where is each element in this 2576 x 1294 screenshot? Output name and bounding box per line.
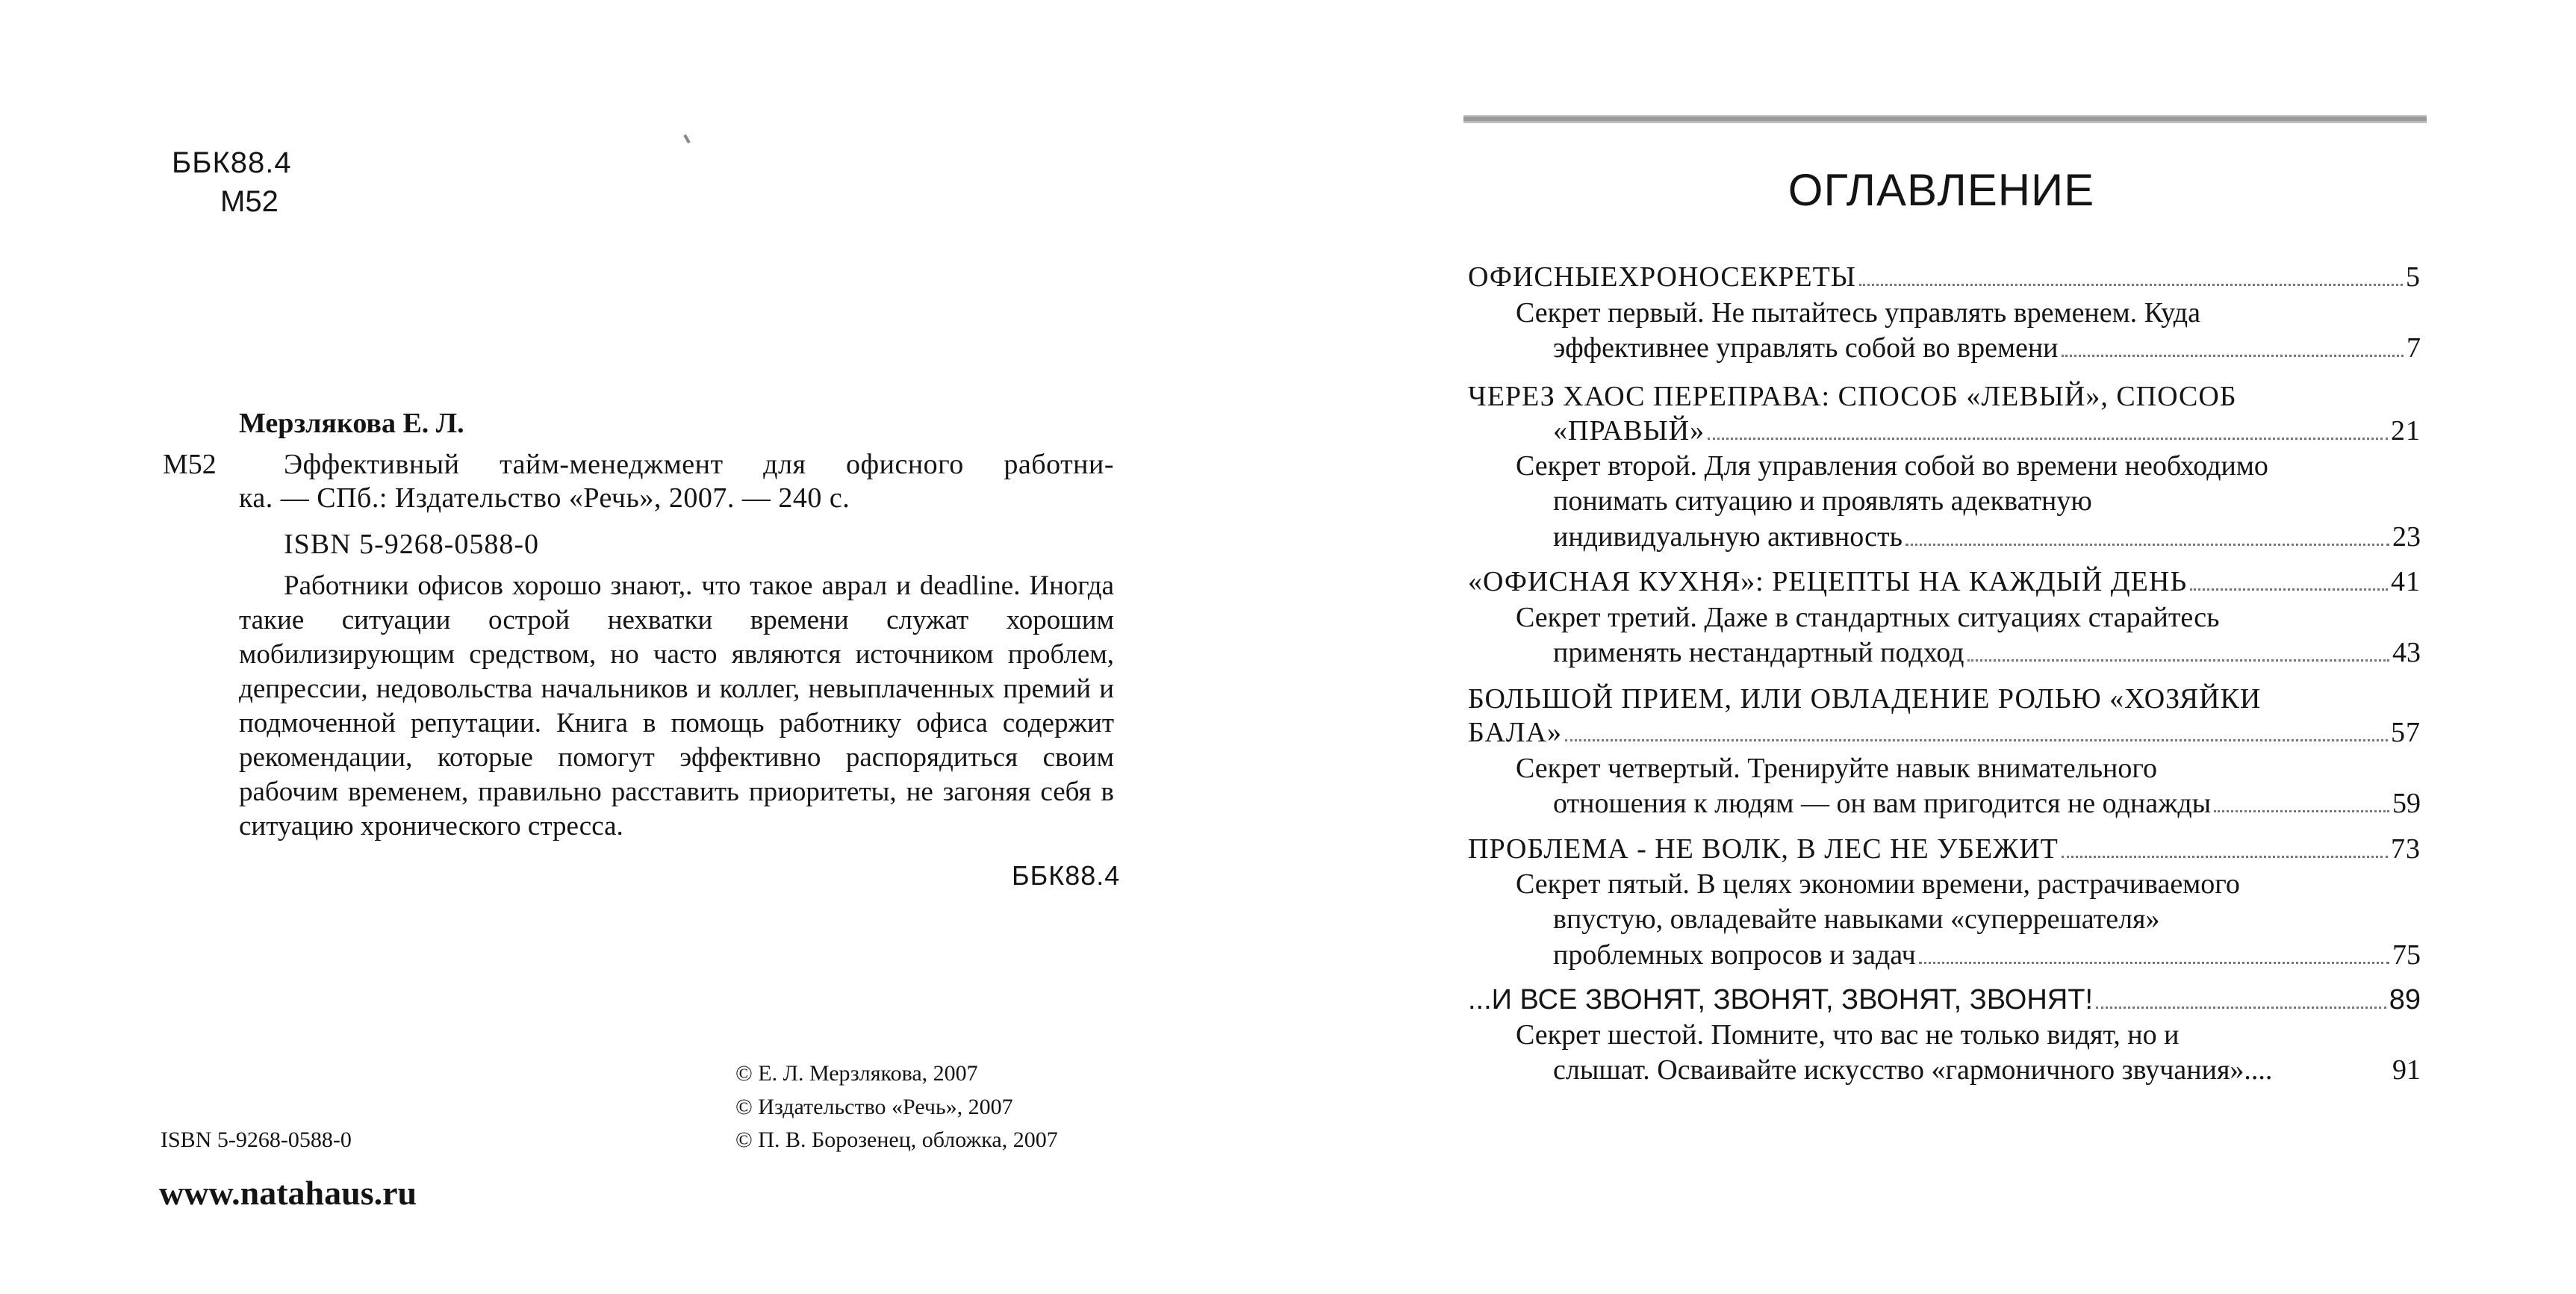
- toc-entry-text: «ОФИСНАЯ КУХНЯ»: РЕЦЕПТЫ НА КАЖДЫЙ ДЕНЬ: [1468, 566, 2188, 597]
- toc-section-text: Секрет шестой. Помните, что вас не только видят, но и: [1516, 1019, 2180, 1051]
- toc-page-number: 73: [2391, 833, 2421, 865]
- toc-section-entry[interactable]: [1553, 941, 2421, 970]
- toc-entry-text: ОФИСНЫЕХРОНОСЕКРЕТЫ: [1468, 261, 1856, 293]
- toc-leader-dots: [2190, 588, 2388, 591]
- toc-page-number: 75: [2392, 939, 2421, 971]
- toc-entry-text: «ПРАВЫЙ»: [1553, 415, 1705, 447]
- toc-leader-dots: [1565, 739, 2388, 741]
- toc-page-number: 41: [2391, 566, 2421, 597]
- toc-section-entry[interactable]: [1553, 789, 2421, 818]
- toc-section-entry[interactable]: [1553, 334, 2421, 363]
- toc-section-entry[interactable]: [1553, 638, 2421, 668]
- toc-page-number: 21: [2391, 415, 2421, 447]
- copyright-line: © Е. Л. Мерзлякова, 2007: [735, 1061, 978, 1086]
- toc-page-number: 43: [2392, 637, 2421, 668]
- toc-chapter-entry[interactable]: [1468, 986, 2421, 1015]
- toc-leader-dots: [2062, 856, 2388, 858]
- website-link[interactable]: www.natahaus.ru: [159, 1174, 417, 1212]
- toc-entry-text: индивидуальную активность: [1553, 521, 1903, 553]
- toc-leader-dots: [1967, 659, 2390, 662]
- isbn-record: ISBN 5-9268-0588-0: [284, 529, 540, 560]
- copyright-line: © Издательство «Речь», 2007: [735, 1095, 1013, 1119]
- print-speck: [683, 134, 690, 143]
- annotation-paragraph: Работники офисов хорошо знают,. что такое аврал и deadline. Иногда такие ситуации острой нехватки времени служат хорошим мобилизирующим средством, но часто являются источником проблем, депрессии, недовольства начальников и коллег, невыплаченных премий и подмоченной репутации. Книга в помощь работнику офиса содержит рекомендации, которые помогут эффективно распорядиться своим рабочим временем, правильно расставить приоритеты, не загоняя себя в ситуацию хронического стресса.: [239, 570, 1114, 842]
- toc-entry-text: ...И ВСЕ ЗВОНЯТ, ЗВОНЯТ, ЗВОНЯТ, ЗВОНЯТ!: [1468, 984, 2094, 1015]
- author-index-side: М52: [163, 449, 217, 480]
- toc-chapter-entry[interactable]: [1468, 263, 2421, 292]
- toc-section-entry[interactable]: [1553, 1056, 2421, 1085]
- copyright-line: © П. В. Борозенец, обложка, 2007: [735, 1127, 1058, 1152]
- bbk-code-bottom: ББК88.4: [1012, 860, 1121, 891]
- toc-section-text: Секрет третий. Даже в стандартных ситуациях старайтесь: [1516, 602, 2220, 633]
- toc-page-number: 5: [2406, 261, 2421, 293]
- toc-leader-gap: [2275, 1077, 2389, 1079]
- toc-section-text: Секрет первый. Не пытайтесь управлять временем. Куда: [1516, 297, 2200, 329]
- toc-section-text: Секрет четвертый. Тренируйте навык внимательного: [1516, 753, 2158, 784]
- toc-chapter-entry[interactable]: [1553, 417, 2421, 446]
- toc-entry-text: применять нестандартный подход: [1553, 637, 1964, 668]
- toc-page-number: 59: [2392, 788, 2421, 819]
- bibliographic-description-line-2: ка. — СПб.: Издательство «Речь», 2007. — 240 с.: [239, 482, 850, 514]
- toc-entry-text: ПРОБЛЕМА - НЕ ВОЛК, В ЛЕС НЕ УБЕЖИТ: [1468, 833, 2059, 865]
- toc-leader-dots: [1708, 438, 2388, 440]
- toc-page-number: 89: [2389, 984, 2421, 1015]
- toc-page-number: 23: [2392, 521, 2421, 553]
- author-index-top: М52: [220, 185, 279, 218]
- toc-page-number: 57: [2391, 717, 2421, 748]
- toc-section-entry[interactable]: [1553, 523, 2421, 552]
- isbn-footer: ISBN 5-9268-0588-0: [161, 1127, 352, 1152]
- toc-leader-dots: [2214, 810, 2389, 812]
- toc-chapter-text: ЧЕРЕЗ ХАОС ПЕРЕПРАВА: СПОСОБ «ЛЕВЫЙ», СПОСОБ: [1468, 381, 2237, 412]
- author-name: Мерзлякова Е. Л.: [239, 408, 464, 439]
- toc-chapter-text: БОЛЬШОЙ ПРИЕМ, ИЛИ ОВЛАДЕНИЕ РОЛЬЮ «ХОЗЯЙКИ: [1468, 683, 2262, 715]
- toc-page-number: 91: [2392, 1054, 2421, 1086]
- toc-entry-text: слышат. Осваивайте искусство «гармоничного звучания»....: [1553, 1054, 2273, 1086]
- toc-section-text: Секрет пятый. В целях экономии времени, растрачиваемого: [1516, 868, 2240, 900]
- bbk-code-top: ББК88.4: [172, 146, 292, 179]
- toc-leader-dots: [2096, 1007, 2386, 1009]
- toc-entry-text: отношения к людям — он вам пригодится не однажды: [1553, 788, 2212, 819]
- toc-section-text: впустую, овладевайте навыками «суперрешателя»: [1553, 903, 2160, 935]
- toc-chapter-entry[interactable]: [1468, 835, 2421, 864]
- bibliographic-description-line-1: Эффективный тайм-менеджмент для офисного работни-: [284, 449, 1114, 480]
- toc-chapter-entry[interactable]: [1468, 718, 2421, 747]
- toc-leader-dots: [2062, 355, 2404, 357]
- toc-leader-dots: [1859, 284, 2403, 286]
- toc-chapter-entry[interactable]: [1468, 567, 2421, 597]
- toc-title: ОГЛАВЛЕНИЕ: [1788, 165, 2095, 215]
- toc-page-number: 7: [2407, 332, 2421, 364]
- decorative-top-rule: [1463, 113, 2427, 127]
- toc-entry-text: эффективнее управлять собой во времени: [1553, 332, 2059, 364]
- toc-section-text: понимать ситуацию и проявлять адекватную: [1553, 485, 2092, 517]
- toc-leader-dots: [1919, 962, 2389, 964]
- toc-entry-text: проблемных вопросов и задач: [1553, 939, 1916, 971]
- toc-leader-dots: [1905, 544, 2389, 546]
- toc-section-text: Секрет второй. Для управления собой во времени необходимо: [1516, 450, 2268, 482]
- toc-entry-text: БАЛА»: [1468, 717, 1562, 748]
